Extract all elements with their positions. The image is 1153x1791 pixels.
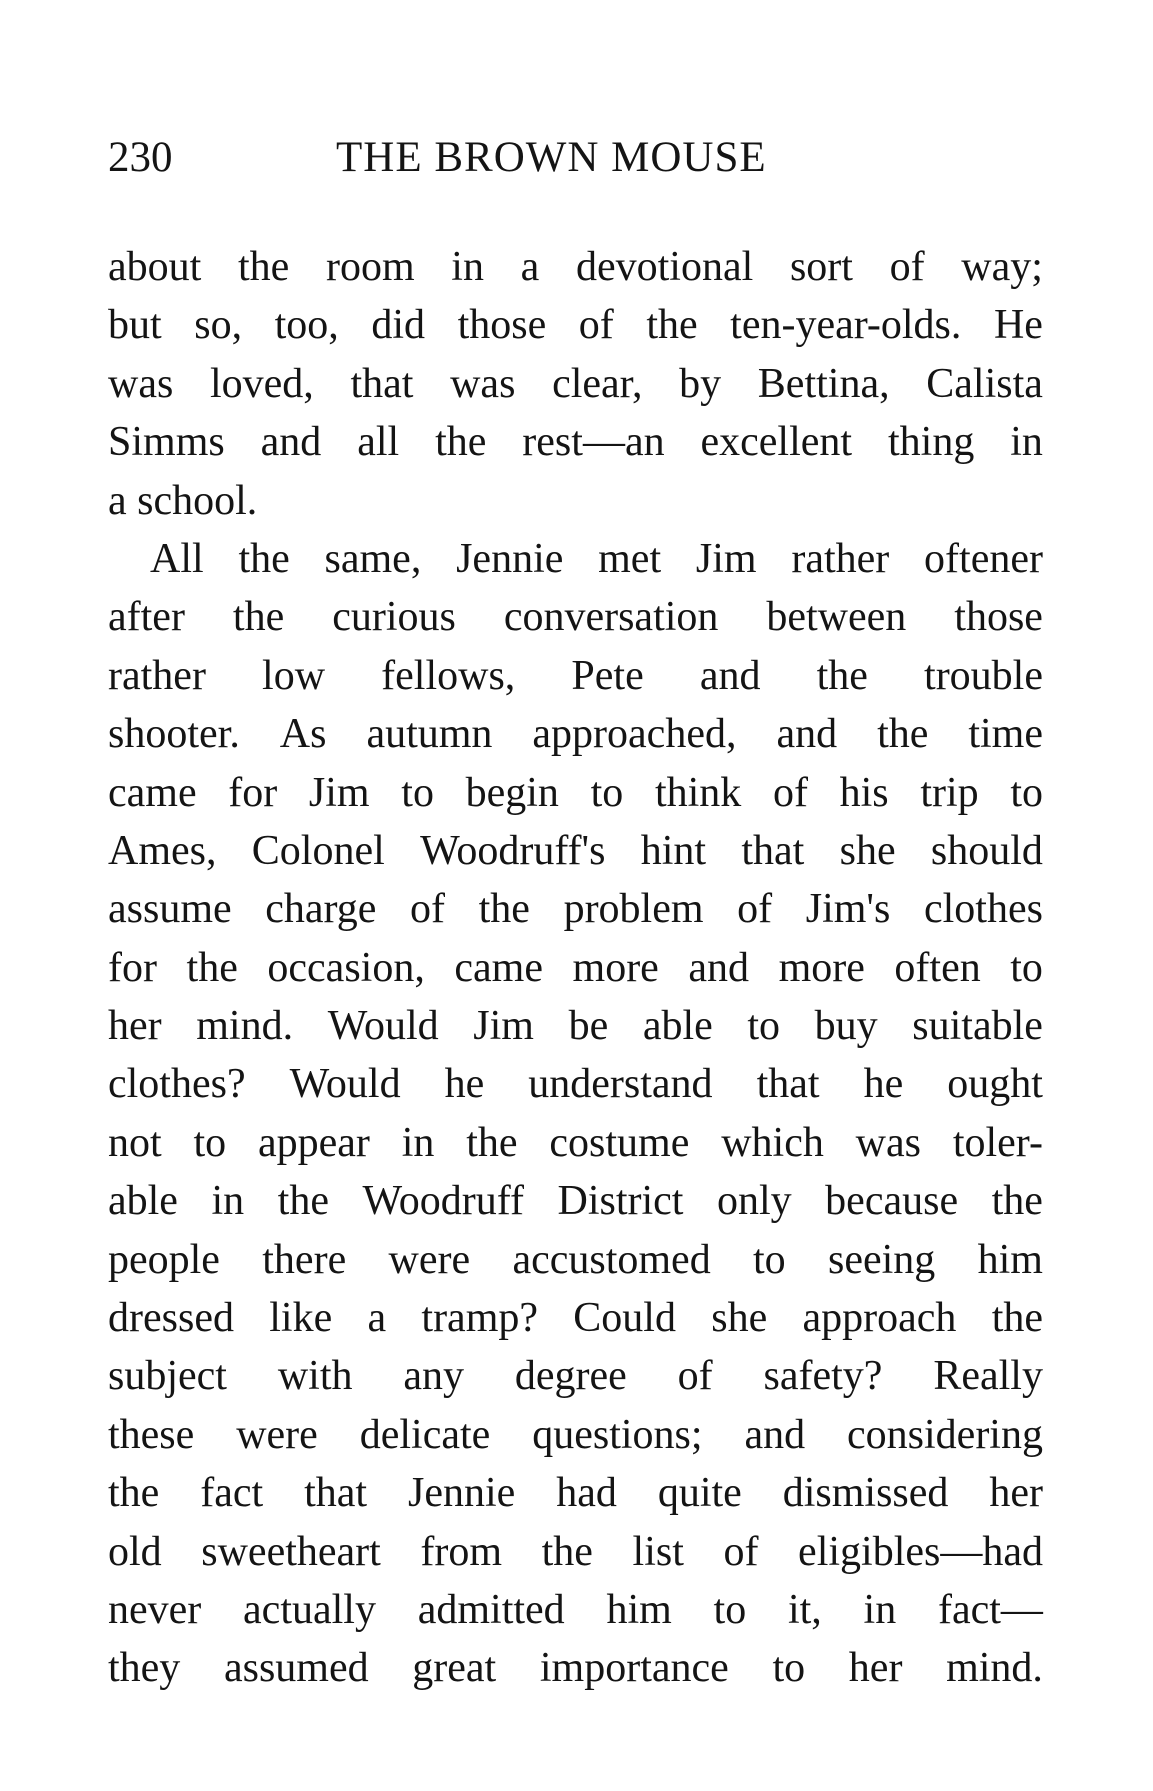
word: fact	[200, 1470, 264, 1517]
word: of	[737, 886, 773, 933]
word: accustomed	[512, 1236, 711, 1283]
word: about	[108, 244, 202, 290]
word: and	[688, 944, 750, 991]
text-line	[108, 997, 1043, 1055]
word: Simms	[108, 419, 225, 466]
word: Jim	[473, 1003, 534, 1050]
word: actually	[243, 1586, 376, 1633]
word: Would	[327, 1003, 439, 1050]
word: the	[816, 652, 868, 699]
word: of	[677, 1353, 713, 1400]
word: not	[108, 1119, 162, 1166]
word: rest—an	[522, 419, 665, 466]
word: degree	[514, 1353, 627, 1400]
text-line	[108, 880, 1043, 938]
word: devotional	[575, 244, 754, 290]
word: appear	[258, 1119, 370, 1166]
word: admitted	[417, 1586, 565, 1633]
word: like	[269, 1295, 333, 1342]
word: seeing	[828, 1236, 936, 1283]
word: were	[236, 1411, 318, 1458]
word: Really	[933, 1353, 1043, 1400]
text-line	[108, 1347, 1043, 1405]
word: charge	[265, 886, 377, 933]
word: the	[877, 711, 929, 758]
word: Would	[289, 1061, 401, 1108]
word: suitable	[912, 1003, 1043, 1050]
text-line	[108, 1172, 1043, 1230]
page-number: 230	[108, 134, 173, 181]
word: he	[444, 1061, 485, 1108]
word: District	[557, 1178, 684, 1225]
word: a	[367, 1295, 387, 1342]
word: Jennie	[456, 535, 564, 582]
word: a	[108, 477, 138, 524]
running-head	[108, 128, 1048, 188]
word: trip	[920, 769, 979, 816]
word: met	[598, 535, 662, 582]
word: to	[1010, 769, 1043, 816]
word: in	[401, 1119, 435, 1166]
text-line	[108, 1114, 1043, 1172]
word: be	[568, 1003, 609, 1050]
word: autumn	[366, 711, 493, 758]
word: approached,	[532, 711, 737, 758]
word: of	[723, 1528, 759, 1575]
word: subject	[108, 1353, 227, 1400]
word: from	[420, 1528, 503, 1575]
word: and	[776, 711, 838, 758]
word: was	[855, 1119, 921, 1166]
word: Could	[573, 1295, 676, 1342]
word: Colonel	[251, 827, 385, 874]
word: which	[721, 1119, 824, 1166]
text-line	[108, 705, 1043, 763]
word: buy	[814, 1003, 878, 1050]
word: never	[108, 1586, 202, 1633]
word: these	[108, 1411, 195, 1458]
word: mind.	[946, 1645, 1043, 1692]
word: the	[186, 944, 238, 991]
text-line	[108, 1055, 1043, 1113]
word: Woodruff's	[420, 827, 606, 874]
word: did	[371, 302, 426, 349]
word: him	[977, 1236, 1043, 1283]
word: her	[108, 1003, 162, 1050]
word: shooter.	[108, 711, 240, 758]
word: tramp?	[421, 1295, 539, 1342]
word: Woodruff	[362, 1178, 524, 1225]
word: excellent	[700, 419, 853, 466]
word: those	[954, 594, 1043, 641]
word: sort	[789, 244, 853, 290]
word: only	[716, 1178, 792, 1225]
word: the	[277, 1178, 329, 1225]
text-line	[108, 1464, 1043, 1522]
word: the	[991, 1178, 1043, 1225]
word: thing	[887, 419, 975, 466]
text-line	[108, 296, 1043, 354]
word: came	[454, 944, 543, 991]
word: people	[108, 1236, 220, 1283]
word: to	[401, 769, 434, 816]
word: was	[108, 360, 174, 407]
word: old	[108, 1528, 162, 1575]
word: understand	[528, 1061, 713, 1108]
word: rather	[791, 535, 890, 582]
word: he	[863, 1061, 904, 1108]
word: all	[357, 419, 400, 466]
word: in	[451, 244, 484, 290]
text-line	[108, 355, 1043, 413]
word: the	[435, 419, 487, 466]
word: list	[632, 1528, 684, 1575]
word: Calista	[926, 360, 1043, 407]
word: of	[772, 769, 808, 816]
word: more	[572, 944, 659, 991]
word: eligibles—had	[798, 1528, 1043, 1575]
word: in	[211, 1178, 245, 1225]
word: they	[108, 1645, 181, 1692]
word: same,	[324, 535, 422, 582]
word: low	[262, 652, 326, 699]
word: to	[747, 1003, 781, 1050]
text-line	[108, 530, 1043, 588]
word: the	[237, 244, 290, 290]
word: time	[968, 711, 1043, 758]
word: by	[679, 360, 722, 407]
word: Bettina,	[757, 360, 890, 407]
word: Jennie	[408, 1470, 516, 1517]
word: assume	[108, 886, 232, 933]
word: the	[232, 594, 285, 641]
text-line	[108, 413, 1043, 471]
word: there	[262, 1236, 347, 1283]
word: to	[772, 1645, 806, 1692]
word: came	[108, 769, 197, 816]
word: importance	[539, 1645, 729, 1692]
word: delicate	[359, 1411, 491, 1458]
word: because	[825, 1178, 959, 1225]
word: for	[108, 944, 157, 991]
word: toler-	[952, 1119, 1043, 1166]
text-line	[108, 822, 1043, 880]
word: Jim	[695, 535, 757, 582]
word: but	[108, 302, 162, 349]
word: room	[325, 244, 415, 290]
word: approach	[802, 1295, 957, 1342]
word: dressed	[108, 1295, 234, 1342]
word: clothes	[923, 886, 1043, 933]
word: too,	[274, 302, 339, 349]
word: costume	[549, 1119, 690, 1166]
word: occasion,	[267, 944, 425, 991]
text-line	[108, 472, 1043, 530]
word: more	[778, 944, 865, 991]
word: curious	[332, 594, 456, 641]
word: the	[466, 1119, 518, 1166]
word: clear,	[552, 360, 643, 407]
text-line	[108, 1581, 1043, 1639]
word: assumed	[223, 1645, 369, 1692]
word: with	[277, 1353, 353, 1400]
word: school.	[137, 477, 258, 524]
word: ten-year-olds.	[730, 302, 962, 349]
text-line	[108, 1406, 1043, 1464]
word: rather	[108, 652, 206, 699]
word: had	[556, 1470, 617, 1517]
word: hint	[640, 827, 707, 874]
word: trouble	[924, 652, 1043, 699]
word: for	[228, 769, 278, 816]
word: loved,	[209, 360, 314, 407]
word: great	[412, 1645, 497, 1692]
word: a	[520, 244, 540, 290]
word: she	[839, 827, 896, 874]
word: it,	[787, 1586, 822, 1633]
word: the	[541, 1528, 593, 1575]
word: As	[279, 711, 327, 758]
word: questions;	[532, 1411, 703, 1458]
word: often	[894, 944, 981, 991]
word: to	[193, 1119, 227, 1166]
text-line	[108, 764, 1043, 822]
word: to	[590, 769, 624, 816]
word: think	[654, 769, 742, 816]
text-line	[108, 238, 1043, 296]
word: able	[108, 1178, 178, 1225]
word: to	[753, 1236, 786, 1283]
text-line	[108, 1231, 1043, 1289]
word: conversation	[503, 594, 719, 641]
word: him	[606, 1586, 672, 1633]
word: of	[889, 244, 925, 290]
word: in	[863, 1586, 897, 1633]
word: that	[350, 360, 414, 407]
text-line	[108, 939, 1043, 997]
word: the	[646, 302, 698, 349]
word: in	[1010, 419, 1043, 466]
text-line	[108, 1523, 1043, 1581]
word: those	[457, 302, 547, 349]
word: the	[238, 535, 290, 582]
word: that	[756, 1061, 820, 1108]
word: the	[478, 886, 530, 933]
word: she	[711, 1295, 768, 1342]
word: dismissed	[782, 1470, 949, 1517]
word: problem	[563, 886, 704, 933]
word: considering	[847, 1411, 1043, 1458]
text-line	[108, 1289, 1043, 1347]
word: between	[766, 594, 907, 641]
word: any	[403, 1353, 465, 1400]
word: able	[642, 1003, 713, 1050]
text-line	[108, 588, 1043, 646]
word: to	[713, 1586, 747, 1633]
word: the	[991, 1295, 1043, 1342]
word: fellows,	[381, 652, 516, 699]
word: clothes?	[108, 1061, 246, 1108]
word: begin	[465, 769, 559, 816]
word: Pete	[571, 652, 644, 699]
word: after	[108, 594, 185, 641]
word: her	[989, 1470, 1043, 1517]
word: mind.	[196, 1003, 294, 1050]
word: and	[699, 652, 761, 699]
text-line	[108, 1639, 1043, 1697]
word: oftener	[924, 535, 1043, 582]
word: fact—	[937, 1586, 1043, 1633]
word: of	[410, 886, 446, 933]
word: All	[150, 535, 204, 582]
word: way;	[961, 244, 1043, 290]
word: should	[930, 827, 1043, 874]
word: ought	[947, 1061, 1043, 1108]
word: to	[1010, 944, 1043, 991]
word: was	[450, 360, 516, 407]
word: of	[578, 302, 614, 349]
word: sweetheart	[201, 1528, 381, 1575]
word: Jim	[308, 769, 370, 816]
word: safety?	[763, 1353, 883, 1400]
word: Ames,	[108, 827, 217, 874]
book-title: THE BROWN MOUSE	[336, 134, 767, 181]
word: that	[741, 827, 805, 874]
word: that	[304, 1470, 368, 1517]
word: her	[848, 1645, 903, 1692]
word: were	[388, 1236, 471, 1283]
body-text	[108, 238, 1043, 1698]
word: He	[993, 302, 1043, 349]
word: so,	[194, 302, 243, 349]
word: and	[744, 1411, 806, 1458]
word: the	[108, 1470, 160, 1517]
word: and	[260, 419, 322, 466]
word: Jim's	[805, 886, 891, 933]
word: quite	[657, 1470, 742, 1517]
text-line	[108, 647, 1043, 705]
word: his	[839, 769, 889, 816]
